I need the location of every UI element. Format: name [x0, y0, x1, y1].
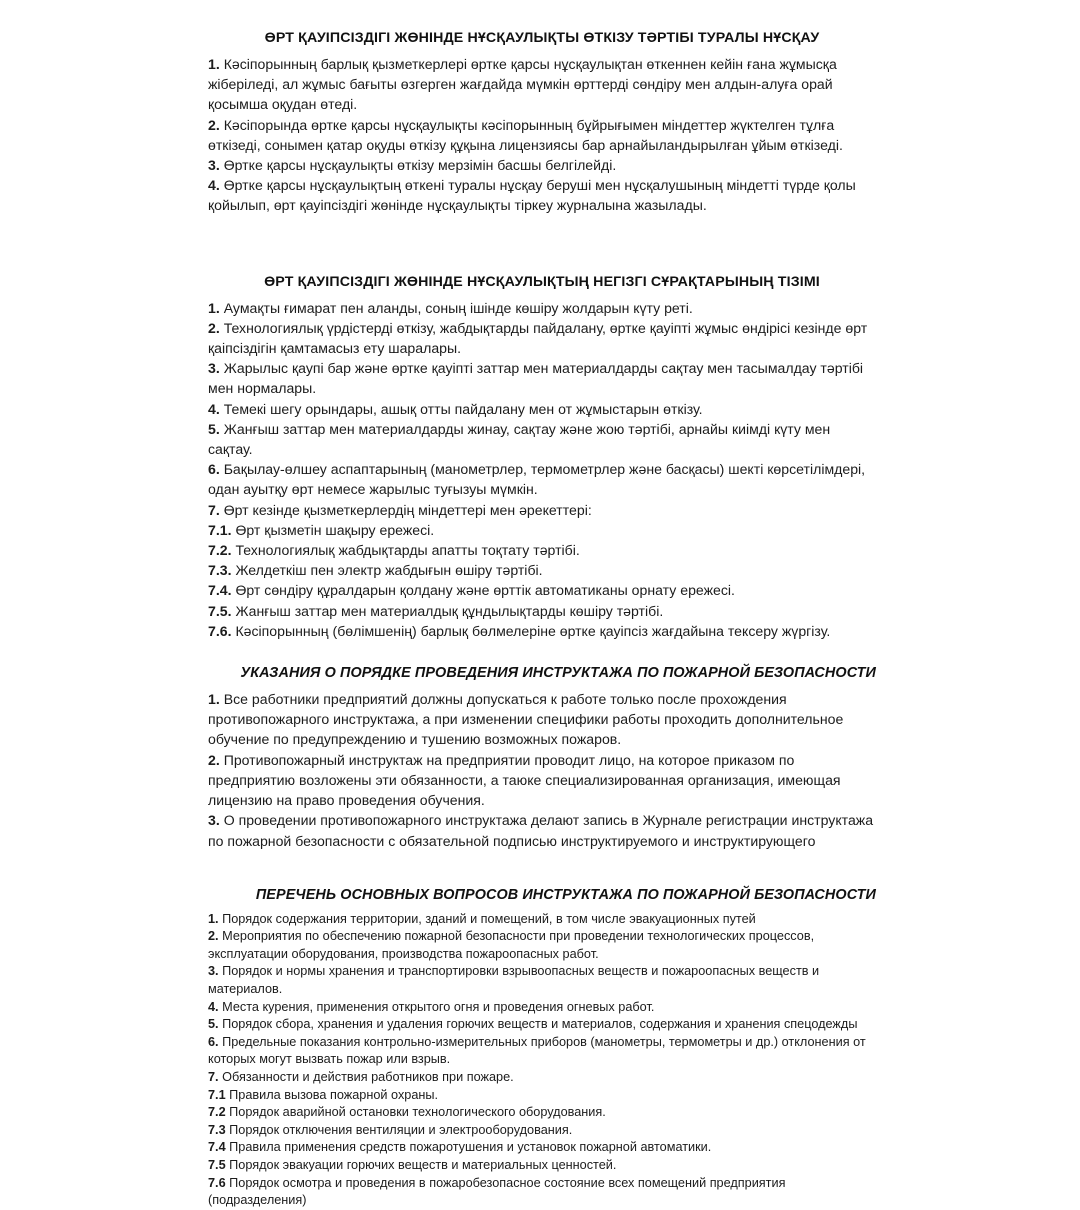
section-ru-main-questions-list: [208, 887, 876, 1210]
document-content-column: [208, 30, 876, 1210]
list-item-text: Места курения, применения открытого огня и проведения огневых работ.: [222, 999, 655, 1014]
list-item-number: 5.: [208, 420, 220, 437]
list-item-text: О проведении противопожарного инструктажа делают запись в Журнале регистрации инструктажа по пожарной безопасности с обязательной подписью инструктируемого и инструктирующего: [208, 812, 874, 849]
list-item-text: Өртке қарсы нұсқаулықты өткізу мерзімін басшы белгілейді.: [223, 157, 617, 174]
list-item-number: 7.4.: [208, 582, 232, 599]
list-item-text: Обязанности и действия работников при пожаре.: [222, 1070, 514, 1085]
list-item-number: 7.6: [208, 1175, 226, 1190]
list-item-number: 6.: [208, 1034, 219, 1049]
list-item-text: Порядок эвакуации горючих веществ и материальных ценностей.: [229, 1158, 617, 1173]
list-item: [208, 621, 876, 641]
list-item: [208, 298, 876, 318]
list-item-text: Өрт қызметін шақыру ережесі.: [235, 521, 435, 538]
list-item-text: Порядок отключения вентиляции и электрооборудования.: [229, 1122, 573, 1137]
list-item-number: 5.: [208, 1017, 219, 1032]
section-heading-kz-main-questions-list: ӨРТ ҚАУІПСІЗДІГІ ЖӨНІНДЕ НҰСҚАУЛЫҚТЫҢ НЕГІЗГІ СҰРАҚТАРЫНЫҢ ТІЗІМІ: [264, 273, 820, 290]
section-spacer: [208, 851, 876, 887]
list-item-number: 3.: [208, 812, 220, 829]
list-item-number: 7.2: [208, 1105, 226, 1120]
list-item: [208, 155, 876, 175]
section-spacer: [208, 641, 876, 665]
list-item: [208, 810, 876, 850]
list-item-text: Порядок содержания территории, зданий и помещений, в том числе эвакуационных путей: [222, 911, 756, 926]
list-item-number: 3.: [208, 157, 220, 174]
list-item: [208, 560, 876, 580]
list-item: [208, 601, 876, 621]
list-item-number: 7.2.: [208, 542, 232, 559]
list-item-number: 1.: [208, 691, 220, 708]
list-item: [208, 399, 876, 419]
list-item: [208, 115, 876, 155]
list-item: [208, 520, 876, 540]
list-item: [208, 1122, 876, 1140]
spacer: [208, 904, 876, 911]
list-item-text: Жанғыш заттар мен материалдарды жинау, сақтау және жою тәртібі, арнайы киімді күту мен сақтау.: [208, 420, 831, 458]
list-item: [208, 540, 876, 560]
list-item-text: Кәсіпорынның барлық қызметкерлері өртке қарсы нұсқаулықтан өткеннен кейін ғана жұмысқа жіберіледі, ал жұмыс бағыты өзгерген жағдайда мүмкін өрттерді сөндіру мен алдын-алуға орай қосымша оқудан өтеді.: [208, 56, 837, 113]
list-item-number: 7.1.: [208, 521, 232, 538]
section-heading-ru-instruction-order: УКАЗАНИЯ О ПОРЯДКЕ ПРОВЕДЕНИЯ ИНСТРУКТАЖА ПО ПОЖАРНОЙ БЕЗОПАСНОСТИ: [240, 665, 876, 682]
list-item-number: 7.6.: [208, 622, 232, 639]
list-item-number: 2.: [208, 319, 220, 336]
section-kz-instruction-order: [208, 30, 876, 216]
list-item-number: 1.: [208, 299, 220, 316]
list-item-number: 1.: [208, 911, 219, 926]
list-item-text: Кәсіпорынның (бөлімшенің) барлық бөлмелеріне өртке қауіпсіз жағдайына тексеру жүргізу.: [235, 622, 831, 639]
list-item: [208, 911, 876, 929]
list-item: [208, 459, 876, 499]
spacer: [208, 47, 876, 54]
list-item: [208, 1175, 876, 1210]
list-item-text: Все работники предприятий должны допускаться к работе только после прохождения противопожарного инструктажа, а при изменении специфики работы проходить дополнительное обучение по предупреждению и тушению возможных пожаров.: [208, 691, 844, 748]
list-item: [208, 999, 876, 1017]
list-item-number: 7.: [208, 501, 220, 518]
list-item: [208, 1016, 876, 1034]
list-item-text: Правила применения средств пожаротушения и установок пожарной автоматики.: [229, 1140, 712, 1155]
spacer: [208, 682, 876, 689]
list-item: [208, 54, 876, 115]
list-item: [208, 750, 876, 811]
list-item-text: Мероприятия по обеспечению пожарной безопасности при проведении технологических процессов, эксплуатации оборудования, производства пожароопасных работ.: [208, 929, 815, 961]
section-heading-ru-main-questions-list: ПЕРЕЧЕНЬ ОСНОВНЫХ ВОПРОСОВ ИНСТРУКТАЖА ПО ПОЖАРНОЙ БЕЗОПАСНОСТИ: [255, 886, 876, 903]
list-item-number: 7.: [208, 1070, 219, 1085]
list-item-number: 7.5.: [208, 602, 232, 619]
list-item-text: Технологиялық үрдістерді өткізу, жабдықтарды пайдалану, өртке қауіпті жұмыс өндірісі кезінде өрт қаіпсіздігін қамтамасыз ету шаралары.: [208, 319, 868, 357]
list-item-number: 7.3: [208, 1122, 226, 1137]
list-item-text: Технологиялық жабдықтарды апатты тоқтату тәртібі.: [235, 542, 580, 559]
list-item-text: Өрт кезінде қызметкерлердің міндеттері мен әрекеттері:: [223, 501, 592, 518]
list-item-number: 3.: [208, 964, 219, 979]
list-item-text: Бақылау-өлшеу аспаптарының (манометрлер, термометрлер және басқасы) шекті көрсетілімдері, одан ауытқу өрт немесе жарылыс туғызуы мүмкін.: [208, 461, 866, 498]
list-item: [208, 580, 876, 600]
list-item-text: Өртке қарсы нұсқаулықтың өткені туралы нұсқау беруші мен нұсқалушының міндетті түрде қолы қойылып, өрт қауіпсіздігі жөнінде нұсқаулықты тіркеу журналына жазылады.: [208, 177, 856, 214]
list-item-number: 4.: [208, 999, 219, 1014]
list-item: [208, 1087, 876, 1105]
section-ru-instruction-order: [208, 665, 876, 851]
list-item-text: Порядок осмотра и проведения в пожаробезопасное состояние всех помещений предприятия (подразделения): [208, 1175, 786, 1208]
list-item-text: Порядок и нормы хранения и транспортировки взрывоопасных веществ и пожароопасных веществ и материалов.: [208, 964, 820, 997]
list-item: [208, 689, 876, 750]
list-item-text: Желдеткіш пен электр жабдығын өшіру тәртібі.: [235, 562, 543, 579]
list-item-number: 7.4: [208, 1140, 226, 1155]
list-item-number: 6.: [208, 461, 220, 478]
list-item: [208, 1069, 876, 1087]
list-item-text: Предельные показания контрольно-измерительных приборов (манометры, термометры и др.) отклонения от которых могут вызвать пожар или взрыв.: [208, 1034, 866, 1067]
list-item: [208, 358, 876, 398]
list-item: [208, 963, 876, 998]
list-item-text: Өрт сөндіру құралдарын қолдану және өрттік автоматиканы орнату ережесі.: [235, 582, 735, 599]
list-item: [208, 175, 876, 215]
list-item-text: Кәсіпорында өртке қарсы нұсқаулықты кәсіпорынның бұйрығымен міндеттер жүктелген тұлға өткізеді, сонымен қатар оқуды өткізу құқына лицензиясы бар арнайыландырылған ұйым өткізеді.: [208, 116, 843, 153]
section-body-ru-instruction-order: [208, 689, 876, 851]
list-item-number: 4.: [208, 177, 220, 194]
list-item: [208, 419, 876, 459]
section-kz-main-questions-list: [208, 274, 876, 641]
list-item-text: Аумақты ғимарат пен аланды, соның ішінде көшіру жолдарын күту реті.: [223, 299, 693, 316]
list-item-number: 2.: [208, 751, 220, 768]
spacer: [208, 291, 876, 298]
list-item-number: 4.: [208, 400, 220, 417]
list-item-text: Порядок аварийной остановки технологического оборудования.: [229, 1105, 606, 1120]
list-item: [208, 500, 876, 520]
list-item: [208, 1139, 876, 1157]
list-item-number: 1.: [208, 56, 220, 72]
list-item: [208, 1157, 876, 1175]
list-item-text: Темекі шегу орындары, ашық отты пайдалану мен от жұмыстарын өткізу.: [223, 400, 703, 417]
list-item-number: 7.1: [208, 1087, 226, 1102]
list-item-number: 7.3.: [208, 562, 232, 579]
list-item: [208, 1034, 876, 1069]
list-item-number: 3.: [208, 360, 220, 377]
section-spacer: [208, 216, 876, 274]
list-item-text: Правила вызова пожарной охраны.: [229, 1087, 439, 1102]
section-body-kz-main-questions-list: [208, 298, 876, 641]
list-item-text: Жарылыс қаупі бар және өртке қауіпті заттар мен материалдарды сақтау мен тасымалдау тәртібі мен нормалары.: [208, 360, 864, 397]
list-item-number: 7.5: [208, 1158, 226, 1173]
list-item-number: 2.: [208, 929, 219, 944]
list-item-text: Противопожарный инструктаж на предприятии проводит лицо, на которое приказом по предприятию возложены эти обязанности, а таюке специализированная организация, имеющая лицензию на право проведения обучения.: [208, 751, 841, 809]
list-item: [208, 318, 876, 358]
list-item: [208, 928, 876, 963]
section-heading-kz-instruction-order: ӨРТ ҚАУІПСІЗДІГІ ЖӨНІНДЕ НҰСҚАУЛЫҚТЫ ӨТКІЗУ ТӘРТІБІ ТУРАЛЫ НҰСҚАУ: [264, 30, 820, 46]
list-item-number: 2.: [208, 116, 220, 133]
list-item-text: Жанғыш заттар мен материалдық құндылықтарды көшіру тәртібі.: [235, 602, 664, 619]
list-item-text: Порядок сбора, хранения и удаления горючих веществ и материалов, содержания и хранения спецодежды: [222, 1017, 858, 1032]
list-item: [208, 1104, 876, 1122]
section-body-kz-instruction-order: [208, 54, 876, 216]
section-body-ru-main-questions-list: [208, 911, 876, 1210]
